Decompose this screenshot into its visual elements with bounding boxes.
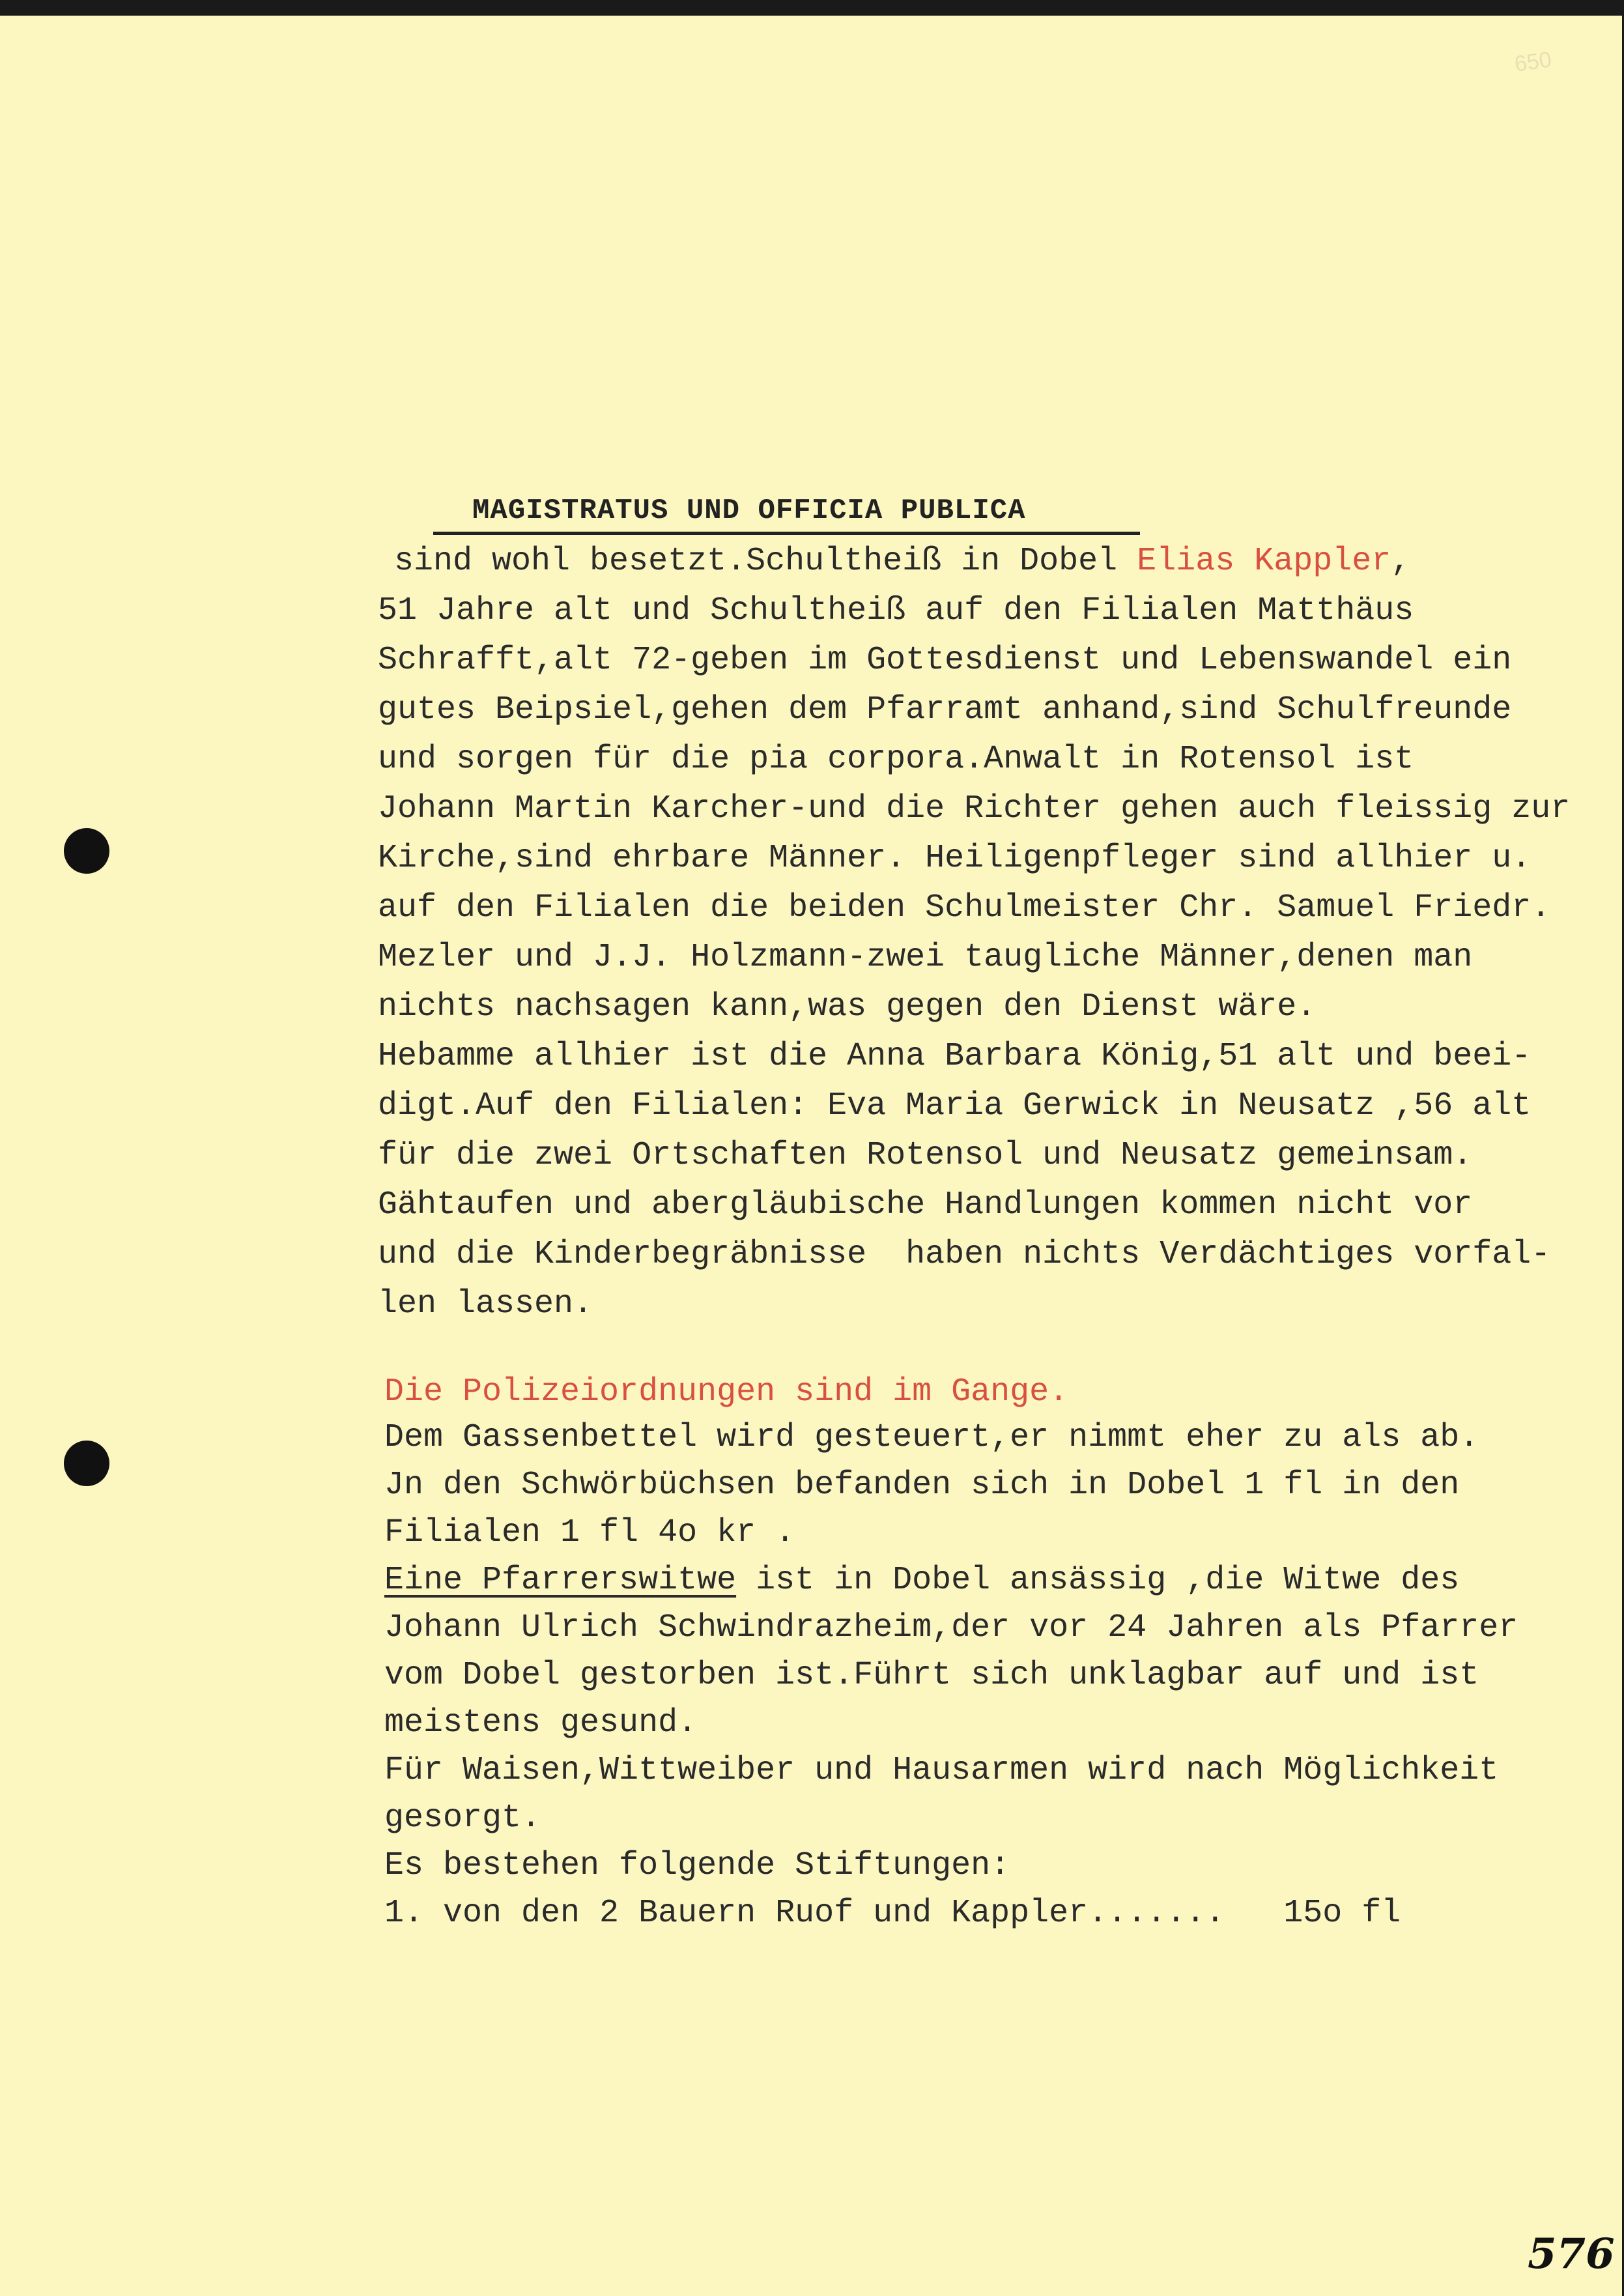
body-line: auf den Filialen die beiden Schulmeister Chr. Samuel Friedr. (378, 889, 1551, 926)
body-line: und die Kinderbegräbnisse haben nichts Verdächtiges vorfal- (378, 1236, 1551, 1273)
body-line: Kirche,sind ehrbare Männer. Heiligenpfleger sind allhier u. (378, 840, 1531, 877)
body-line: vom Dobel gestorben ist.Führt sich unklagbar auf und ist (384, 1657, 1479, 1694)
body-line: Schrafft,alt 72-geben im Gottesdienst und Lebenswandel ein (378, 642, 1512, 679)
body-line: 51 Jahre alt und Schultheiß auf den Filialen Matthäus (378, 592, 1414, 629)
body-line: und sorgen für die pia corpora.Anwalt in Rotensol ist (378, 741, 1414, 778)
underlined-phrase: Eine Pfarrerswitwe (384, 1562, 737, 1599)
page-number: 576 (1528, 2230, 1615, 2278)
foundation-entry: 1. von den 2 Bauern Ruof und Kappler....... 15o fl (384, 1895, 1401, 1932)
punch-hole-top (64, 828, 109, 874)
body-line: len lassen. (378, 1285, 593, 1323)
body-line: meistens gesund. (384, 1704, 698, 1742)
body-line: Johann Martin Karcher-und die Richter gehen auch fleissig zur (378, 790, 1571, 827)
body-line: Dem Gassenbettel wird gesteuert,er nimmt eher zu als ab. (384, 1419, 1479, 1456)
body-line: nichts nachsagen kann,was gegen den Dienst wäre. (378, 988, 1317, 1026)
section-heading: MAGISTRATUS UND OFFICIA PUBLICA (433, 490, 1140, 535)
body-line: Eine Pfarrerswitwe ist in Dobel ansässig ,die Witwe des (384, 1562, 1460, 1599)
body-line: gesorgt. (384, 1800, 541, 1837)
punch-hole-bottom (64, 1441, 109, 1486)
body-line: sind wohl besetzt.Schultheiß in Dobel Elias Kappler, (394, 543, 1411, 580)
body-line: Mezler und J.J. Holzmann-zwei taugliche Männer,denen man (378, 939, 1473, 976)
name-highlight: Elias Kappler (1137, 543, 1391, 580)
body-line: Hebamme allhier ist die Anna Barbara König,51 alt und beei- (378, 1038, 1531, 1075)
document-page (0, 16, 1622, 2296)
body-line: Gähtaufen und abergläubische Handlungen kommen nicht vor (378, 1186, 1473, 1224)
body-line: Für Waisen,Wittweiber und Hausarmen wird nach Möglichkeit (384, 1752, 1499, 1789)
body-line: Jn den Schwörbüchsen befanden sich in Dobel 1 fl in den (384, 1467, 1460, 1504)
police-heading-line: Die Polizeiordnungen sind im Gange. (384, 1373, 1069, 1411)
body-line: für die zwei Ortschaften Rotensol und Neusatz gemeinsam. (378, 1137, 1473, 1174)
body-line: digt.Auf den Filialen: Eva Maria Gerwick in Neusatz ,56 alt (378, 1087, 1531, 1125)
body-line: Filialen 1 fl 4o kr . (384, 1514, 795, 1551)
faint-stamp: 650 (1513, 47, 1554, 77)
body-line: Es bestehen folgende Stiftungen: (384, 1847, 1010, 1884)
body-line: Johann Ulrich Schwindrazheim,der vor 24 Jahren als Pfarrer (384, 1609, 1518, 1646)
body-line: gutes Beipsiel,gehen dem Pfarramt anhand,sind Schulfreunde (378, 691, 1512, 728)
